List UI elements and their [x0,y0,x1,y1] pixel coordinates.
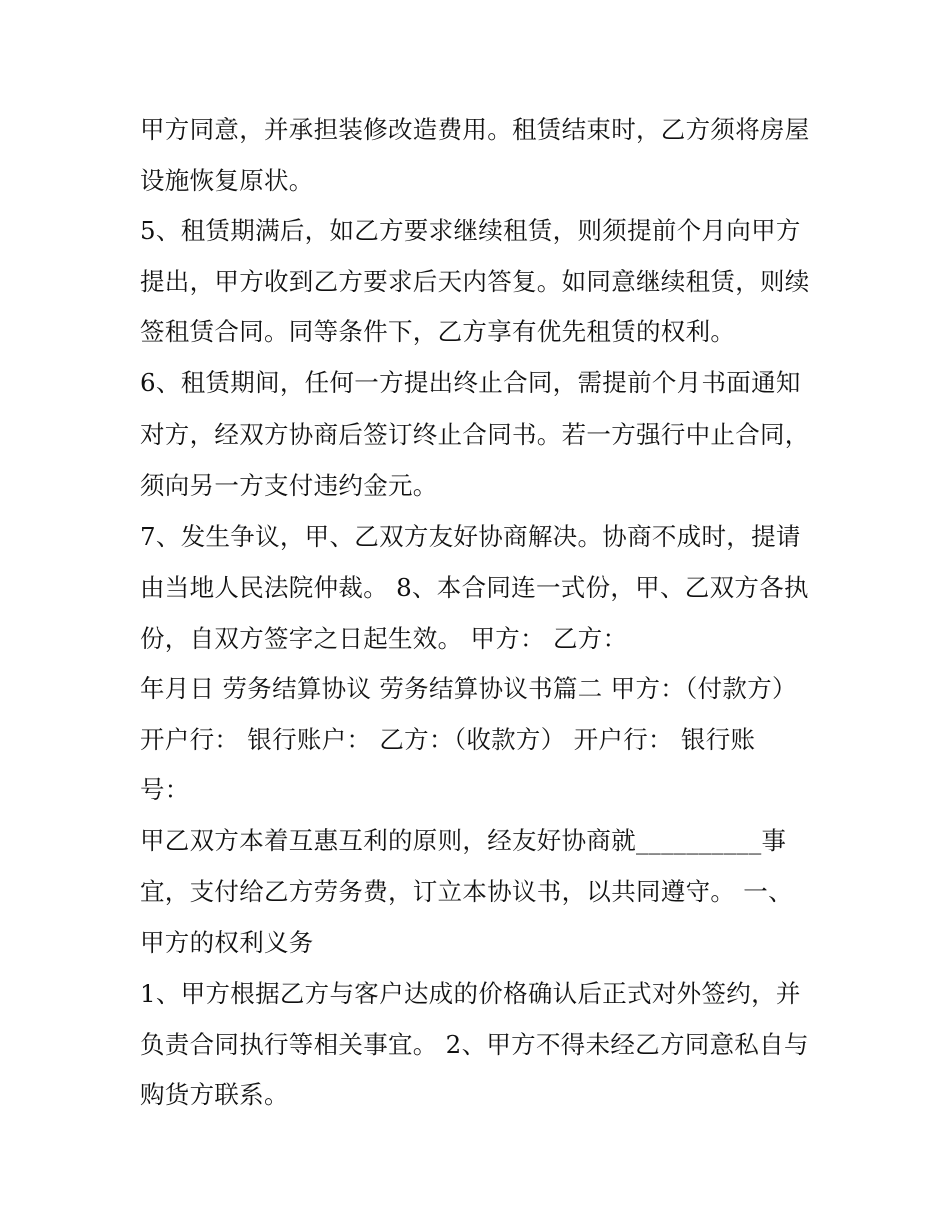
text-line: 对方，经双方协商后签订终止合同书。若一方强行中止合同， [140,420,810,449]
text-line: 甲方的权利义务 [140,928,314,957]
text-line: 7、发生争议，甲、乙双方友好协商解决。协商不成时，提请 [140,522,801,551]
text-line: 宜，支付给乙方劳务费，订立本协议书，以共同遵守。 一、 [140,877,793,906]
text-line: 年月日 劳务结算协议 劳务结算协议书篇二 甲方：（付款方） [140,674,797,703]
text-line: 负责合同执行等相关事宜。 2、甲方不得未经乙方同意私自与 [140,1030,809,1059]
text-line: 1、甲方根据乙方与客户达成的价格确认后正式对外签约，并 [140,979,801,1008]
text-line: 购货方联系。 [140,1080,289,1109]
text-line: 号： [140,775,190,804]
text-line: 6、租赁期间，任何一方提出终止合同，需提前个月书面通知 [140,368,801,397]
text-line: 设施恢复原状。 [140,166,314,195]
text-line: 提出，甲方收到乙方要求后天内答复。如同意继续租赁，则续 [140,267,810,296]
text-line: 须向另一方支付违约金元。 [140,471,438,500]
text-line: 甲乙双方本着互惠互利的原则，经友好协商就__________事 [140,826,787,855]
text-line: 由当地人民法院仲裁。 8、本合同连一式份，甲、乙双方各执 [140,573,809,602]
text-line: 签租赁合同。同等条件下，乙方享有优先租赁的权利。 [140,317,736,346]
text-line: 5、租赁期满后，如乙方要求继续租赁，则须提前个月向甲方 [140,216,801,245]
text-line: 开户行： 银行账户： 乙方：（收款方） 开户行： 银行账 [140,725,756,754]
text-line: 甲方同意，并承担装修改造费用。租赁结束时，乙方须将房屋 [140,115,810,144]
text-line: 份，自双方签字之日起生效。 甲方： 乙方： [140,624,628,653]
